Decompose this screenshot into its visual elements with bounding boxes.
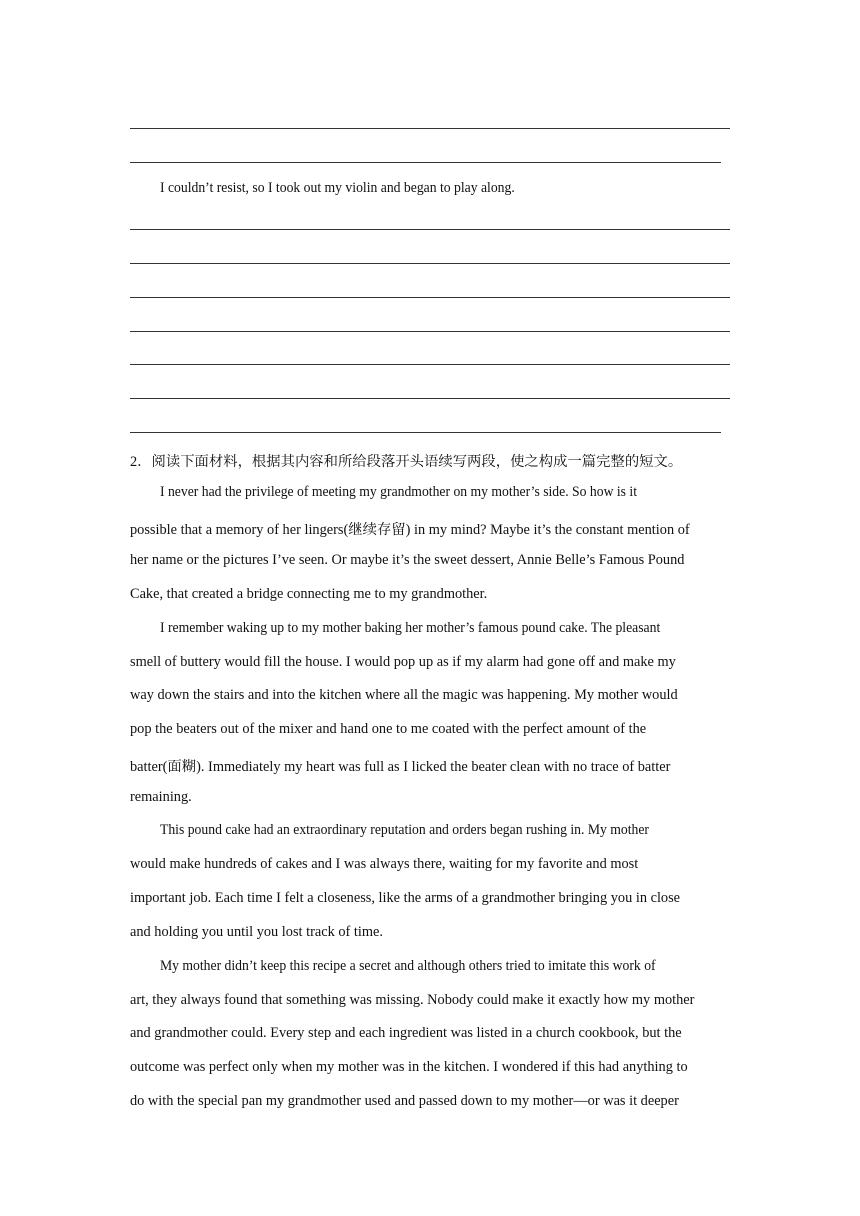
passage-line: would make hundreds of cakes and I was always there, waiting for my favorite and most	[130, 856, 639, 872]
answer-line	[130, 398, 730, 399]
question-prompt: 2．阅读下面材料，根据其内容和所给段落开头语续写两段，使之构成一篇完整的短文。	[130, 454, 683, 470]
passage-line: I remember waking up to my mother baking her mother’s famous pound cake. The pleasant	[160, 620, 661, 636]
answer-line	[130, 331, 730, 332]
passage-line: This pound cake had an extraordinary reputation and orders began rushing in. My mother	[160, 822, 649, 838]
lead-sentence: I couldn’t resist, so I took out my violin and began to play along.	[160, 180, 515, 196]
passage-line: do with the special pan my grandmother used and passed down to my mother—or was it deeper	[130, 1093, 679, 1109]
passage-line: way down the stairs and into the kitchen where all the magic was happening. My mother would	[130, 687, 678, 703]
passage-line: I never had the privilege of meeting my grandmother on my mother’s side. So how is it	[160, 484, 638, 500]
passage-line: and holding you until you lost track of time.	[130, 924, 383, 940]
passage-line: important job. Each time I felt a closeness, like the arms of a grandmother bringing you in close	[130, 890, 681, 906]
answer-line	[130, 432, 721, 433]
answer-line	[130, 229, 730, 230]
passage-line: pop the beaters out of the mixer and hand one to me coated with the perfect amount of the	[130, 721, 647, 737]
passage-line: smell of buttery would fill the house. I would pop up as if my alarm had gone off and make my	[130, 654, 676, 670]
passage-line: possible that a memory of her lingers(继续存留) in my mind? Maybe it’s the constant mention of	[130, 522, 690, 538]
passage-line: art, they always found that something was missing. Nobody could make it exactly how my mother	[130, 992, 695, 1008]
passage-line: My mother didn’t keep this recipe a secret and although others tried to imitate this work of	[160, 958, 656, 974]
passage-line: batter(面糊). Immediately my heart was full as I licked the beater clean with no trace of batter	[130, 759, 671, 775]
answer-line	[130, 128, 730, 129]
answer-line	[130, 364, 730, 365]
answer-line	[130, 162, 721, 163]
passage-line: and grandmother could. Every step and each ingredient was listed in a church cookbook, but the	[130, 1025, 682, 1041]
passage-line: outcome was perfect only when my mother was in the kitchen. I wondered if this had anything to	[130, 1059, 688, 1075]
answer-line	[130, 297, 730, 298]
passage-line: her name or the pictures I’ve seen. Or maybe it’s the sweet dessert, Annie Belle’s Famous Pound	[130, 552, 685, 568]
passage-line: Cake, that created a bridge connecting me to my grandmother.	[130, 586, 488, 602]
passage-line: remaining.	[130, 789, 192, 805]
answer-line	[130, 263, 730, 264]
